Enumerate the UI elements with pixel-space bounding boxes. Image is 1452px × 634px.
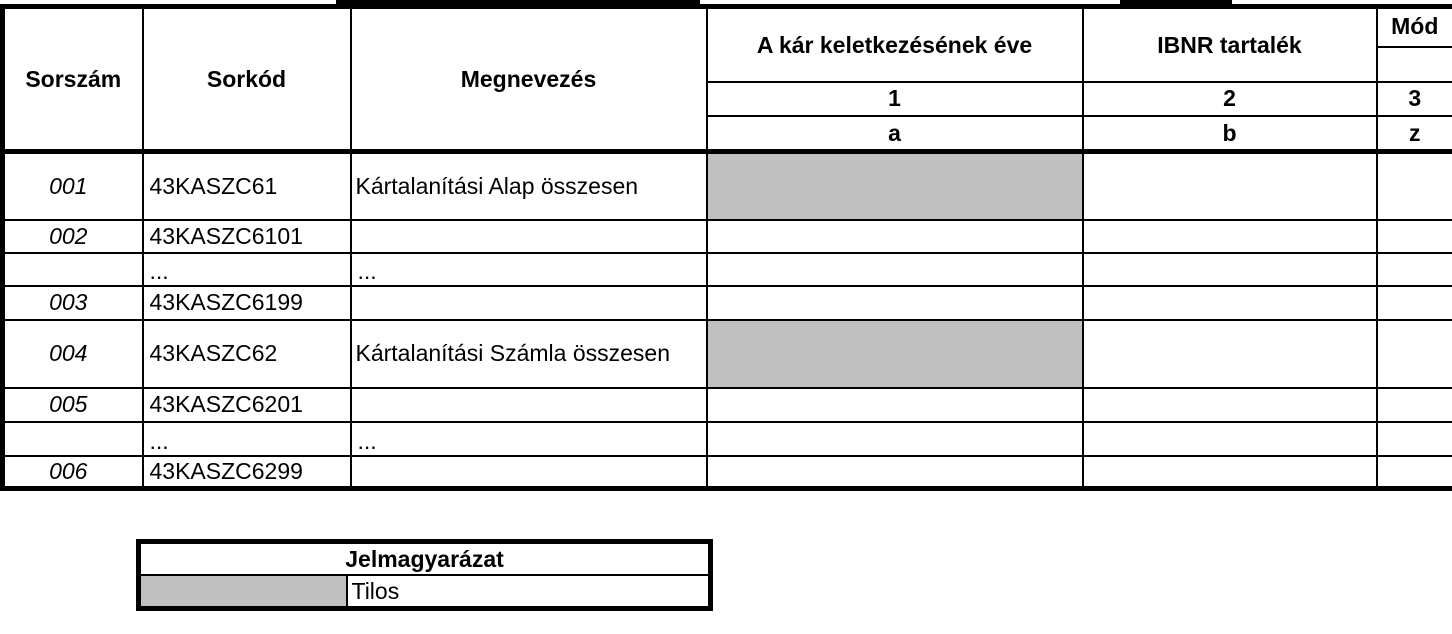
row-ibnr-cell[interactable] <box>1083 286 1377 320</box>
row-ibnr-cell[interactable] <box>1083 320 1377 388</box>
row-megnevezes <box>351 388 707 422</box>
row-mod-cell[interactable] <box>1377 388 1452 422</box>
row-year-cell[interactable] <box>707 388 1083 422</box>
table-row <box>3 220 1452 253</box>
row-sorszam: 005 <box>3 388 143 422</box>
row-year-forbidden-cell <box>707 320 1083 388</box>
row-sorkod: 43KASZC61 <box>143 152 351 220</box>
report-table <box>0 4 1452 491</box>
header-num-mod: 3 <box>1377 82 1452 116</box>
row-sorkod: 43KASZC6199 <box>143 286 351 320</box>
row-year-cell[interactable] <box>707 220 1083 253</box>
row-sorszam <box>3 253 143 286</box>
row-sorszam: 001 <box>3 152 143 220</box>
row-megnevezes: ... <box>351 422 707 456</box>
row-sorkod: 43KASZC62 <box>143 320 351 388</box>
legend-table <box>136 539 713 611</box>
row-ibnr-cell[interactable] <box>1083 220 1377 253</box>
row-sorszam: 004 <box>3 320 143 388</box>
row-ibnr-cell[interactable] <box>1083 388 1377 422</box>
row-sorkod: ... <box>143 253 351 286</box>
row-year-cell[interactable] <box>707 456 1083 489</box>
table-row <box>3 422 1452 456</box>
row-sorszam: 003 <box>3 286 143 320</box>
row-sorkod: 43KASZC6299 <box>143 456 351 489</box>
row-ibnr-cell[interactable] <box>1083 152 1377 220</box>
row-year-cell[interactable] <box>707 422 1083 456</box>
legend-forbidden-label: Tilos <box>347 575 711 609</box>
row-ibnr-cell[interactable] <box>1083 422 1377 456</box>
row-megnevezes: Kártalanítási Alap összesen <box>351 152 707 220</box>
row-megnevezes: ... <box>351 253 707 286</box>
table-row <box>3 456 1452 489</box>
legend-forbidden-swatch <box>139 575 347 609</box>
row-year-cell[interactable] <box>707 253 1083 286</box>
table-row <box>3 320 1452 388</box>
row-mod-cell[interactable] <box>1377 253 1452 286</box>
header-sorszam: Sorszám <box>3 7 143 152</box>
header-letter-ibnr: b <box>1083 116 1377 152</box>
row-megnevezes <box>351 220 707 253</box>
row-ibnr-cell[interactable] <box>1083 456 1377 489</box>
row-megnevezes <box>351 286 707 320</box>
header-ibnr: IBNR tartalék <box>1083 7 1377 82</box>
header-mod: Mód <box>1378 9 1452 48</box>
header-sorkod: Sorkód <box>143 7 351 152</box>
row-sorkod: 43KASZC6201 <box>143 388 351 422</box>
table-row <box>3 253 1452 286</box>
row-ibnr-cell[interactable] <box>1083 253 1377 286</box>
table-row <box>3 286 1452 320</box>
row-year-forbidden-cell <box>707 152 1083 220</box>
row-mod-cell[interactable] <box>1377 220 1452 253</box>
row-mod-cell[interactable] <box>1377 152 1452 220</box>
row-sorkod: 43KASZC6101 <box>143 220 351 253</box>
row-mod-cell[interactable] <box>1377 320 1452 388</box>
header-megnevezes: Megnevezés <box>351 7 707 152</box>
row-sorkod: ... <box>143 422 351 456</box>
row-sorszam: 006 <box>3 456 143 489</box>
row-megnevezes <box>351 456 707 489</box>
row-sorszam: 002 <box>3 220 143 253</box>
row-mod-cell[interactable] <box>1377 456 1452 489</box>
header-num-year: 1 <box>707 82 1083 116</box>
row-year-cell[interactable] <box>707 286 1083 320</box>
row-mod-cell[interactable] <box>1377 286 1452 320</box>
row-sorszam <box>3 422 143 456</box>
header-mod-cell <box>1377 7 1452 82</box>
header-letter-year: a <box>707 116 1083 152</box>
row-megnevezes: Kártalanítási Számla összesen <box>351 320 707 388</box>
row-mod-cell[interactable] <box>1377 422 1452 456</box>
table-row <box>3 152 1452 220</box>
legend-title: Jelmagyarázat <box>139 542 711 576</box>
header-letter-mod: z <box>1377 116 1452 152</box>
header-num-ibnr: 2 <box>1083 82 1377 116</box>
table-row <box>3 388 1452 422</box>
header-year: A kár keletkezésének éve <box>707 7 1083 82</box>
